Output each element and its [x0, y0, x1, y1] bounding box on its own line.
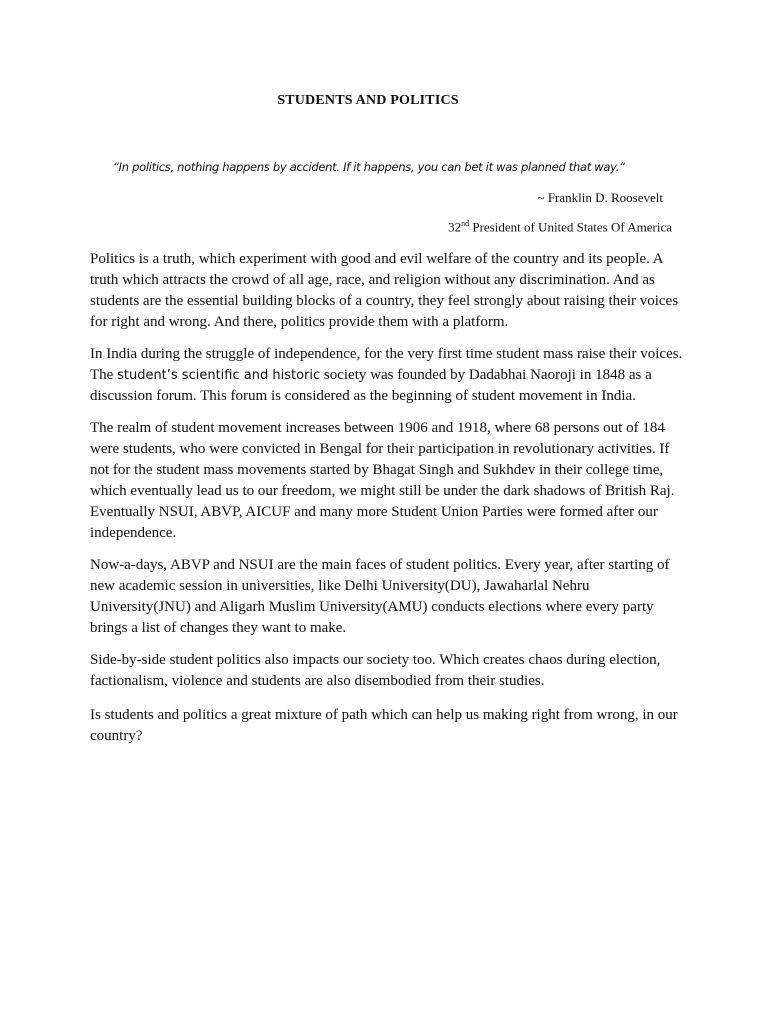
quote-attribution-role: [448, 219, 672, 235]
paragraph-5: Side-by-side student politics also impacts our society too. Which creates chaos during election, factionalism, violence and students are also disembodied from their studies.: [90, 652, 661, 689]
paragraph-6: Is students and politics a great mixture of path which can help us making right from wrong, in our country?: [90, 707, 678, 744]
paragraph-2-part-c: society was founded by Dadabhai Naoroji in 1848 as a discussion forum. This forum is considered as the beginning of student movement in India.: [90, 367, 652, 404]
quote-attribution: ~ Franklin D. Roosevelt: [537, 190, 663, 205]
page-title: STUDENTS AND POLITICS: [277, 93, 459, 108]
paragraph-2-society-name: student’s scientific and historic: [117, 368, 321, 383]
role-text: President of United States Of America: [469, 219, 672, 235]
paragraph-2-part-a: In India during the struggle of independence, for the very first time student mass raise their voices. The: [90, 346, 683, 383]
ordinal-suffix: nd: [461, 219, 470, 228]
paragraph-3: The realm of student movement increases between 1906 and 1918, where 68 persons out of 184 were students, who were convicted in Bengal for their participation in revolutionary activities. If not for the student mass movements started by Bhagat Singh and Sukhdev in their college time, which eventually lead us to our freedom, we might still be under the dark shadows of British Raj. Eventually NSUI, ABVP, AICUF and many more Student Union Parties were formed after our independence.: [90, 420, 675, 541]
paragraph-4: Now-a-days, ABVP and NSUI are the main faces of student politics. Every year, after starting of new academic session in universities, like Delhi University(DU), Jawaharlal Nehru University(JNU) and Aligarh Muslim University(AMU) conducts elections where every party brings a list of changes they want to make.: [90, 557, 670, 636]
paragraph-2: [90, 344, 690, 407]
ordinal-number: 32: [448, 219, 462, 235]
paragraph-1: Politics is a truth, which experiment with good and evil welfare of the country and its people. A truth which attracts the crowd of all age, race, and religion without any discrimination. And as students are the essential building blocks of a country, they feel strongly about raising their voices for right and wrong. And there, politics provide them with a platform.: [90, 251, 679, 330]
epigraph-quote: “In politics, nothing happens by accident. If it happens, you can bet it was planned that way.“: [113, 160, 625, 174]
